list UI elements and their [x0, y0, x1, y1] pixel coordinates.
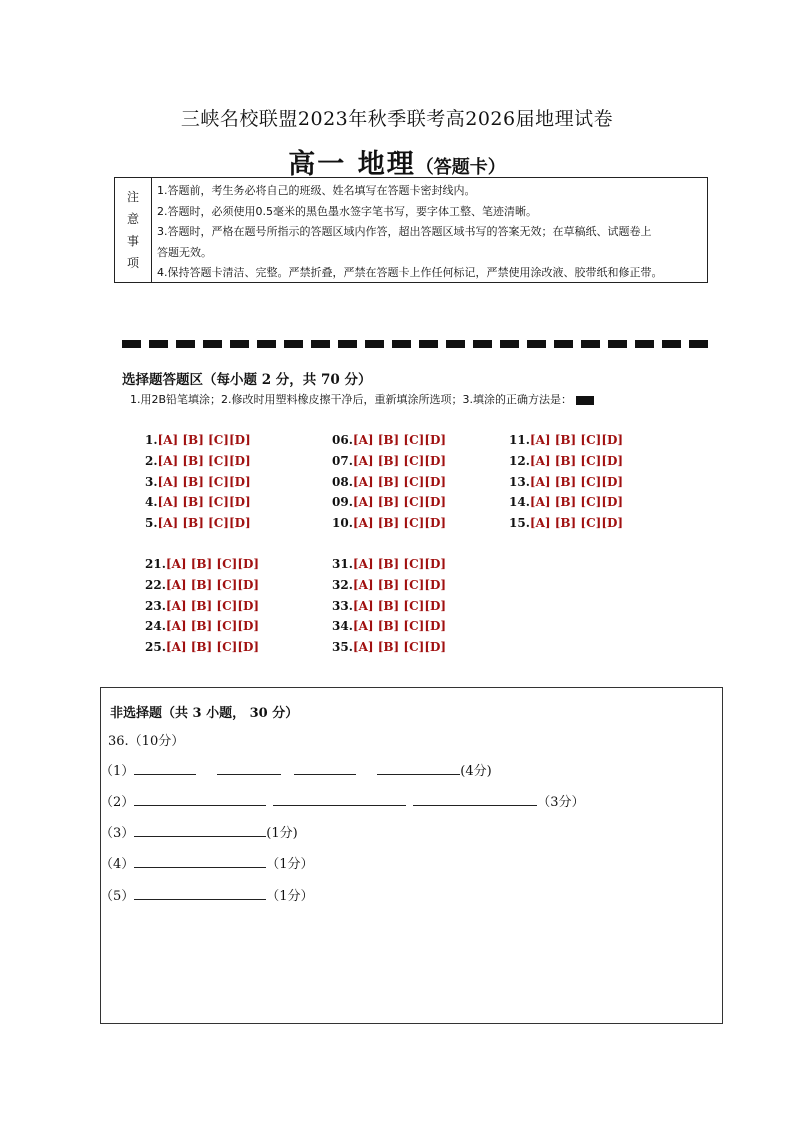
- mc-question-number: 4.: [145, 495, 158, 510]
- mc-question: [509, 495, 623, 509]
- notice-label: [115, 178, 152, 282]
- notice-label-char: 项: [126, 256, 139, 270]
- mc-question: [145, 599, 259, 613]
- mc-question: [145, 640, 259, 654]
- answer-row-label: （2）: [100, 795, 135, 810]
- mc-question: [145, 433, 251, 447]
- question-36-label: 36.（10分）: [108, 734, 185, 749]
- mc-question-number: 07.: [332, 453, 353, 468]
- mc-question-number: 1.: [145, 433, 158, 447]
- mc-question: [145, 557, 259, 571]
- card-title: [0, 142, 794, 181]
- mc-question: [332, 599, 446, 613]
- answer-blank[interactable]: [134, 761, 196, 775]
- mc-question: [509, 516, 623, 530]
- answer-row-3: [100, 822, 298, 841]
- cut-line-dash: [500, 340, 519, 348]
- answer-row-4: [100, 853, 314, 872]
- cut-line-dash: [203, 340, 222, 348]
- cut-line-dash: [284, 340, 303, 348]
- mc-question: [145, 475, 251, 489]
- notice-item: 4.保持答题卡清洁、完整。严禁折叠，严禁在答题卡上作任何标记，严禁使用涂改液、胶带纸和修正带。: [157, 266, 663, 279]
- mc-answer-options[interactable]: [A] [B] [C][D]: [165, 640, 260, 655]
- notice-item: 答题无效。: [157, 245, 212, 259]
- mc-answer-options[interactable]: [A] [B] [C][D]: [352, 474, 447, 489]
- mc-answer-options[interactable]: [A] [B] [C][D]: [157, 453, 251, 468]
- mc-question-number: 10.: [332, 516, 353, 531]
- answer-row-score: (4分): [460, 764, 492, 779]
- cut-line-dash: [176, 340, 195, 348]
- notice-box: [114, 177, 708, 283]
- exam-title: 三峡名校联盟2023年秋季联考高2026届地理试卷: [180, 108, 614, 130]
- mc-question-number: 2.: [145, 453, 158, 468]
- short-answer-heading: 非选择题（共 3 小题， 30 分）: [110, 706, 299, 721]
- cut-line-dash: [392, 340, 411, 348]
- answer-row-label: （1）: [100, 764, 135, 779]
- mc-question-number: 13.: [509, 474, 530, 489]
- mc-answer-options[interactable]: [A] [B] [C][D]: [352, 619, 447, 634]
- answer-row-label: （3）: [100, 826, 135, 841]
- cut-line-dash: [608, 340, 627, 348]
- mc-question-number: 21.: [145, 557, 166, 571]
- answer-blank[interactable]: [134, 823, 266, 837]
- mc-answer-options[interactable]: [A] [B] [C][D]: [352, 453, 447, 468]
- notice-label-char: 事: [126, 234, 139, 248]
- mc-question: [332, 640, 446, 654]
- answer-blank[interactable]: [294, 761, 356, 775]
- mc-answer-options[interactable]: [A] [B] [C][D]: [352, 577, 447, 592]
- cut-line-dash: [446, 340, 465, 348]
- answer-row-score: (1分): [266, 826, 298, 841]
- mc-question-number: 23.: [145, 598, 166, 613]
- mc-question: [145, 495, 251, 509]
- mc-question-number: 35.: [332, 640, 353, 655]
- notice-item: 2.答题时，必须使用0.5毫米的黑色墨水签字笔书写，要字体工整、笔迹清晰。: [157, 204, 537, 218]
- mc-question-number: 3.: [145, 474, 158, 489]
- cut-line: [122, 340, 708, 348]
- answer-row-1: [100, 760, 492, 779]
- mc-answer-options[interactable]: [A] [B] [C][D]: [157, 516, 251, 531]
- mc-question-number: 33.: [332, 598, 353, 613]
- cut-line-dash: [473, 340, 492, 348]
- mc-answer-options[interactable]: [A] [B] [C][D]: [165, 598, 260, 613]
- mc-question-number: 06.: [332, 433, 353, 447]
- notice-label-char: 意: [126, 212, 139, 226]
- mc-question-number: 11.: [509, 433, 530, 447]
- mc-answer-options[interactable]: [A] [B] [C][D]: [529, 433, 624, 447]
- cut-line-dash: [338, 340, 357, 348]
- answer-blank[interactable]: [134, 854, 266, 868]
- answer-row-5: [100, 885, 314, 904]
- answer-row-score: （1分）: [266, 857, 314, 872]
- cut-line-dash: [149, 340, 168, 348]
- answer-row-2: [100, 791, 585, 810]
- mc-question: [332, 578, 446, 592]
- cut-line-dash: [122, 340, 141, 348]
- mc-question-number: 09.: [332, 495, 353, 510]
- mc-question: [509, 433, 623, 447]
- cut-line-dash: [635, 340, 654, 348]
- answer-blank[interactable]: [134, 886, 266, 900]
- mc-question: [332, 454, 446, 468]
- mc-question-number: 34.: [332, 619, 353, 634]
- answer-blank[interactable]: [273, 792, 406, 806]
- card-title-sub: （答题卡）: [415, 157, 506, 178]
- answer-blank[interactable]: [217, 761, 281, 775]
- mc-question-number: 08.: [332, 474, 353, 489]
- card-title-main: 高一 地理: [288, 149, 416, 180]
- mc-question: [145, 619, 259, 633]
- mc-answer-options[interactable]: [A] [B] [C][D]: [352, 598, 447, 613]
- mc-question-number: 5.: [145, 516, 158, 531]
- mc-question-number: 25.: [145, 640, 166, 655]
- mc-question-number: 32.: [332, 577, 353, 592]
- cut-line-dash: [689, 340, 708, 348]
- mc-question: [332, 495, 446, 509]
- mc-question-number: 14.: [509, 495, 530, 510]
- notice-list: [157, 181, 703, 284]
- mc-answer-options[interactable]: [A] [B] [C][D]: [165, 557, 260, 571]
- mc-answer-options[interactable]: [A] [B] [C][D]: [157, 495, 251, 510]
- filled-mark-sample: [576, 396, 594, 405]
- mc-answer-options[interactable]: [A] [B] [C][D]: [352, 516, 447, 531]
- cut-line-dash: [365, 340, 384, 348]
- mc-answer-options[interactable]: [A] [B] [C][D]: [352, 433, 447, 447]
- notice-label-char: 注: [126, 190, 139, 204]
- cut-line-dash: [662, 340, 681, 348]
- mc-question: [509, 454, 623, 468]
- mc-answer-options[interactable]: [A] [B] [C][D]: [529, 453, 624, 468]
- mc-question: [145, 454, 251, 468]
- mc-question: [332, 516, 446, 530]
- mc-heading: 选择题答题区（每小题 2 分，共 70 分）: [122, 372, 372, 388]
- cut-line-dash: [419, 340, 438, 348]
- mc-answer-options[interactable]: [A] [B] [C][D]: [529, 495, 624, 510]
- mc-answer-options[interactable]: [A] [B] [C][D]: [165, 619, 260, 634]
- answer-blank[interactable]: [377, 761, 460, 775]
- mc-question: [145, 578, 259, 592]
- mc-question: [332, 475, 446, 489]
- mc-question-number: 24.: [145, 619, 166, 634]
- mc-instruction-text: 1.用2B铅笔填涂；2.修改时用塑料橡皮擦干净后，重新填涂所选项；3.填涂的正确方法是：: [130, 393, 573, 406]
- mc-question-number: 31.: [332, 557, 353, 571]
- notice-item: 1.答题前，考生务必将自己的班级、姓名填写在答题卡密封线内。: [157, 184, 476, 197]
- mc-question: [145, 516, 251, 530]
- mc-answer-options[interactable]: [A] [B] [C][D]: [352, 495, 447, 510]
- cut-line-dash: [581, 340, 600, 348]
- mc-answer-options[interactable]: [A] [B] [C][D]: [529, 516, 624, 531]
- answer-row-score: （3分）: [537, 795, 585, 810]
- cut-line-dash: [230, 340, 249, 348]
- mc-question: [332, 619, 446, 633]
- mc-answer-options[interactable]: [A] [B] [C][D]: [165, 577, 260, 592]
- mc-question-number: 12.: [509, 453, 530, 468]
- mc-question-number: 15.: [509, 516, 530, 531]
- mc-answer-options[interactable]: [A] [B] [C][D]: [157, 474, 251, 489]
- cut-line-dash: [257, 340, 276, 348]
- mc-answer-options[interactable]: [A] [B] [C][D]: [157, 433, 251, 447]
- mc-answer-options[interactable]: [A] [B] [C][D]: [352, 640, 447, 655]
- cut-line-dash: [527, 340, 546, 348]
- answer-blank[interactable]: [413, 792, 537, 806]
- mc-answer-options[interactable]: [A] [B] [C][D]: [352, 557, 447, 571]
- mc-question: [332, 433, 446, 447]
- answer-row-label: （4）: [100, 857, 135, 872]
- answer-row-score: （1分）: [266, 889, 314, 904]
- mc-question: [509, 475, 623, 489]
- mc-question-number: 22.: [145, 577, 166, 592]
- answer-blank[interactable]: [134, 792, 266, 806]
- mc-instruction: [130, 391, 594, 407]
- mc-question: [332, 557, 446, 571]
- mc-answer-options[interactable]: [A] [B] [C][D]: [529, 474, 624, 489]
- cut-line-dash: [311, 340, 330, 348]
- answer-row-label: （5）: [100, 889, 135, 904]
- notice-item: 3.答题时，严格在题号所指示的答题区域内作答，超出答题区域书写的答案无效；在草稿纸、试题卷上: [157, 225, 652, 238]
- cut-line-dash: [554, 340, 573, 348]
